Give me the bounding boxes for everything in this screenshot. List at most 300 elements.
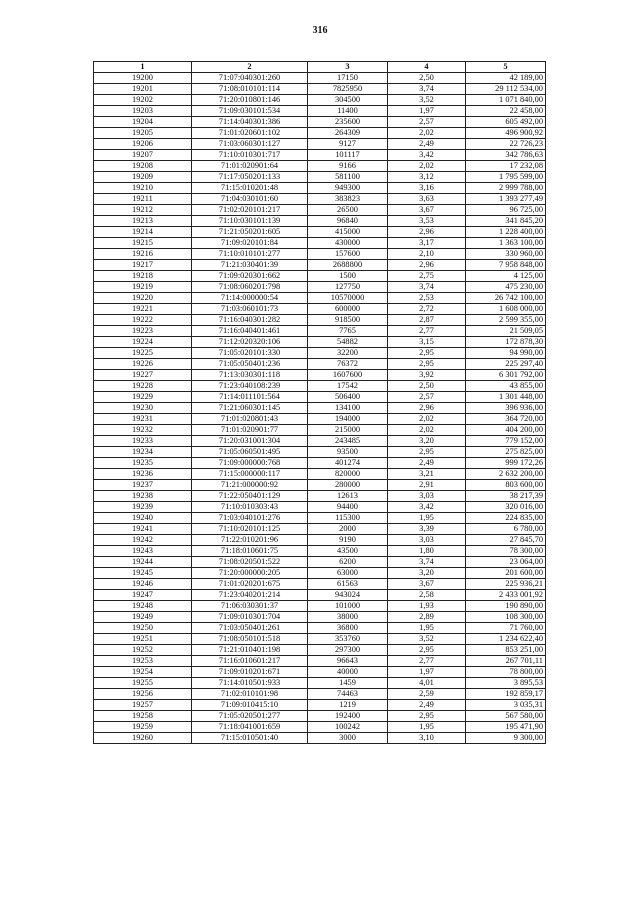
table-cell: 2 599 355,00 <box>466 315 546 326</box>
table-cell: 235600 <box>308 117 388 128</box>
table-cell: 364 720,00 <box>466 414 546 425</box>
table-cell: 19215 <box>94 238 192 249</box>
table-cell: 3,52 <box>388 95 466 106</box>
table-row <box>94 348 546 359</box>
table-cell: 19229 <box>94 392 192 403</box>
table-cell: 71:09:020101:84 <box>192 238 308 249</box>
table-row <box>94 711 546 722</box>
table-row <box>94 502 546 513</box>
table-row <box>94 733 546 744</box>
table-row <box>94 106 546 117</box>
table-cell: 2,95 <box>388 447 466 458</box>
table-cell: 2,96 <box>388 227 466 238</box>
table-cell: 6200 <box>308 557 388 568</box>
table-cell: 1 301 448,00 <box>466 392 546 403</box>
table-row <box>94 84 546 95</box>
table-cell: 71:09:020301:662 <box>192 271 308 282</box>
table-cell: 1,80 <box>388 546 466 557</box>
table-cell: 19200 <box>94 73 192 84</box>
table-cell: 9 300,00 <box>466 733 546 744</box>
table-cell: 71:01:020801:43 <box>192 414 308 425</box>
table-cell: 71:17:050201:133 <box>192 172 308 183</box>
table-row <box>94 491 546 502</box>
table-cell: 19242 <box>94 535 192 546</box>
table-cell: 19241 <box>94 524 192 535</box>
table-row <box>94 645 546 656</box>
table-cell: 999 172,26 <box>466 458 546 469</box>
table-cell: 40000 <box>308 667 388 678</box>
table-cell: 71:14:011101:564 <box>192 392 308 403</box>
table-cell: 19252 <box>94 645 192 656</box>
table-cell: 401274 <box>308 458 388 469</box>
table-cell: 17542 <box>308 381 388 392</box>
table-cell: 2,87 <box>388 315 466 326</box>
table-cell: 3,16 <box>388 183 466 194</box>
table-cell: 10570000 <box>308 293 388 304</box>
table-cell: 71:16:040301:282 <box>192 315 308 326</box>
table-row <box>94 634 546 645</box>
table-cell: 19230 <box>94 403 192 414</box>
table-cell: 1 228 400,00 <box>466 227 546 238</box>
table-cell: 853 251,00 <box>466 645 546 656</box>
table-cell: 19235 <box>94 458 192 469</box>
table-cell: 2,49 <box>388 700 466 711</box>
table-cell: 19208 <box>94 161 192 172</box>
table-cell: 396 936,00 <box>466 403 546 414</box>
table-cell: 96 725,00 <box>466 205 546 216</box>
table-cell: 19234 <box>94 447 192 458</box>
table-cell: 3,20 <box>388 568 466 579</box>
table-cell: 3,10 <box>388 733 466 744</box>
table-cell: 19217 <box>94 260 192 271</box>
table-cell: 2,02 <box>388 128 466 139</box>
table-row <box>94 161 546 172</box>
table-cell: 3 035,31 <box>466 700 546 711</box>
table-cell: 71:06:030301:37 <box>192 601 308 612</box>
table-cell: 19225 <box>94 348 192 359</box>
table-row <box>94 590 546 601</box>
table-cell: 71:05:020501:277 <box>192 711 308 722</box>
table-cell: 71:21:000000:92 <box>192 480 308 491</box>
table-cell: 19206 <box>94 139 192 150</box>
table-cell: 267 701,11 <box>466 656 546 667</box>
table-cell: 71:09:010301:704 <box>192 612 308 623</box>
table-cell: 78 800,00 <box>466 667 546 678</box>
table-cell: 19222 <box>94 315 192 326</box>
table-cell: 215000 <box>308 425 388 436</box>
table-cell: 71:22:010201:96 <box>192 535 308 546</box>
table-cell: 19202 <box>94 95 192 106</box>
table-row <box>94 73 546 84</box>
table-cell: 2 433 001,92 <box>466 590 546 601</box>
table-row <box>94 601 546 612</box>
table-row <box>94 128 546 139</box>
table-cell: 71:10:010301:717 <box>192 150 308 161</box>
table-cell: 330 960,00 <box>466 249 546 260</box>
table-cell: 19238 <box>94 491 192 502</box>
table-cell: 19211 <box>94 194 192 205</box>
table-cell: 71:13:030301:118 <box>192 370 308 381</box>
table-cell: 19253 <box>94 656 192 667</box>
table-row <box>94 359 546 370</box>
table-cell: 71:09:000000:768 <box>192 458 308 469</box>
table-cell: 71:08:060201:798 <box>192 282 308 293</box>
table-row <box>94 172 546 183</box>
table-cell: 2,50 <box>388 73 466 84</box>
table-cell: 94400 <box>308 502 388 513</box>
table-cell: 2,89 <box>388 612 466 623</box>
table-cell: 4,01 <box>388 678 466 689</box>
table-cell: 2,10 <box>388 249 466 260</box>
table-cell: 195 471,90 <box>466 722 546 733</box>
column-header: 1 <box>94 62 192 73</box>
table-row <box>94 304 546 315</box>
table-cell: 71:14:040301:386 <box>192 117 308 128</box>
table-cell: 19250 <box>94 623 192 634</box>
table-cell: 19246 <box>94 579 192 590</box>
table-row <box>94 579 546 590</box>
table-cell: 101117 <box>308 150 388 161</box>
table-cell: 280000 <box>308 480 388 491</box>
table-cell: 71:07:040301:260 <box>192 73 308 84</box>
table-cell: 2 632 200,00 <box>466 469 546 480</box>
table-cell: 38 217,39 <box>466 491 546 502</box>
table-cell: 26500 <box>308 205 388 216</box>
table-cell: 71:21:030401:39 <box>192 260 308 271</box>
table-cell: 2,58 <box>388 590 466 601</box>
table-cell: 63000 <box>308 568 388 579</box>
table-cell: 61563 <box>308 579 388 590</box>
table-row <box>94 513 546 524</box>
table-cell: 3,92 <box>388 370 466 381</box>
table-cell: 192400 <box>308 711 388 722</box>
table-cell: 3,21 <box>388 469 466 480</box>
table-cell: 2,95 <box>388 348 466 359</box>
table-row <box>94 370 546 381</box>
table-cell: 194000 <box>308 414 388 425</box>
table-cell: 71:14:000000:54 <box>192 293 308 304</box>
table-cell: 71:15:000000:117 <box>192 469 308 480</box>
table-cell: 96643 <box>308 656 388 667</box>
table-row <box>94 480 546 491</box>
table-cell: 1500 <box>308 271 388 282</box>
table-cell: 71:14:010501:933 <box>192 678 308 689</box>
table-cell: 127750 <box>308 282 388 293</box>
table-cell: 2,95 <box>388 359 466 370</box>
table-cell: 779 152,00 <box>466 436 546 447</box>
table-cell: 43 855,00 <box>466 381 546 392</box>
table-row <box>94 546 546 557</box>
table-cell: 38000 <box>308 612 388 623</box>
table-cell: 2,91 <box>388 480 466 491</box>
table-cell: 108 300,00 <box>466 612 546 623</box>
table-cell: 192 859,17 <box>466 689 546 700</box>
table-cell: 71:01:020901:64 <box>192 161 308 172</box>
table-cell: 71:05:020101:330 <box>192 348 308 359</box>
table-cell: 320 016,00 <box>466 502 546 513</box>
table-cell: 71:16:040401:461 <box>192 326 308 337</box>
table-cell: 19249 <box>94 612 192 623</box>
table-cell: 1219 <box>308 700 388 711</box>
table-row <box>94 414 546 425</box>
table-cell: 2,96 <box>388 403 466 414</box>
table-cell: 71:08:020501:522 <box>192 557 308 568</box>
table-cell: 71:15:010201:48 <box>192 183 308 194</box>
table-cell: 2000 <box>308 524 388 535</box>
table-cell: 71:15:010501:40 <box>192 733 308 744</box>
table-row <box>94 260 546 271</box>
table-cell: 1 393 277,49 <box>466 194 546 205</box>
table-cell: 3,67 <box>388 579 466 590</box>
table-row <box>94 227 546 238</box>
table-cell: 19210 <box>94 183 192 194</box>
table-cell: 71:01:020201:675 <box>192 579 308 590</box>
table-cell: 26 742 100,00 <box>466 293 546 304</box>
table-row <box>94 271 546 282</box>
table-cell: 71:09:030101:534 <box>192 106 308 117</box>
table-cell: 19237 <box>94 480 192 491</box>
table-cell: 19259 <box>94 722 192 733</box>
table-cell: 1607600 <box>308 370 388 381</box>
table-cell: 71:10:010101:277 <box>192 249 308 260</box>
table-cell: 19205 <box>94 128 192 139</box>
table-row <box>94 216 546 227</box>
table-cell: 1,93 <box>388 601 466 612</box>
table-row <box>94 381 546 392</box>
table-cell: 71:09:010415:10 <box>192 700 308 711</box>
table-cell: 22 458,00 <box>466 106 546 117</box>
table-cell: 2,95 <box>388 711 466 722</box>
table-cell: 71:10:020101:125 <box>192 524 308 535</box>
table-cell: 23 064,00 <box>466 557 546 568</box>
table-cell: 225 936,21 <box>466 579 546 590</box>
table-cell: 71:22:050401:129 <box>192 491 308 502</box>
table-cell: 94 990,00 <box>466 348 546 359</box>
table-row <box>94 458 546 469</box>
table-cell: 1 795 599,00 <box>466 172 546 183</box>
table-cell: 71:05:050401:236 <box>192 359 308 370</box>
table-cell: 19221 <box>94 304 192 315</box>
table-row <box>94 139 546 150</box>
table-cell: 71:23:040201:214 <box>192 590 308 601</box>
table-cell: 605 492,00 <box>466 117 546 128</box>
table-cell: 3,03 <box>388 535 466 546</box>
table-cell: 19233 <box>94 436 192 447</box>
table-cell: 19207 <box>94 150 192 161</box>
table-cell: 19218 <box>94 271 192 282</box>
table-cell: 71:21:010401:198 <box>192 645 308 656</box>
table-cell: 3,52 <box>388 634 466 645</box>
table-cell: 567 580,00 <box>466 711 546 722</box>
table-cell: 1 234 622,40 <box>466 634 546 645</box>
header-row <box>94 62 546 73</box>
table-cell: 71:03:050401:261 <box>192 623 308 634</box>
table-cell: 19255 <box>94 678 192 689</box>
table-cell: 2,49 <box>388 458 466 469</box>
table-cell: 54882 <box>308 337 388 348</box>
table-row <box>94 249 546 260</box>
table-cell: 19232 <box>94 425 192 436</box>
table-cell: 3 895,53 <box>466 678 546 689</box>
table-cell: 2,77 <box>388 326 466 337</box>
table-cell: 3,42 <box>388 150 466 161</box>
table-cell: 71:10:010303:43 <box>192 502 308 513</box>
column-header: 5 <box>466 62 546 73</box>
table-cell: 404 200,00 <box>466 425 546 436</box>
table-cell: 71:09:010201:671 <box>192 667 308 678</box>
table-row <box>94 469 546 480</box>
table-cell: 96840 <box>308 216 388 227</box>
column-header: 3 <box>308 62 388 73</box>
table-cell: 506400 <box>308 392 388 403</box>
table-cell: 3,12 <box>388 172 466 183</box>
table-cell: 19251 <box>94 634 192 645</box>
table-cell: 1 071 840,00 <box>466 95 546 106</box>
table-row <box>94 315 546 326</box>
table-cell: 7 958 848,00 <box>466 260 546 271</box>
table-cell: 19220 <box>94 293 192 304</box>
table-cell: 3,74 <box>388 557 466 568</box>
table-cell: 71:20:010801:146 <box>192 95 308 106</box>
table-cell: 2,59 <box>388 689 466 700</box>
table-cell: 36800 <box>308 623 388 634</box>
table-cell: 19201 <box>94 84 192 95</box>
table-cell: 71:23:040108:239 <box>192 381 308 392</box>
table-cell: 134100 <box>308 403 388 414</box>
table-cell: 297300 <box>308 645 388 656</box>
table-row <box>94 205 546 216</box>
table-row <box>94 722 546 733</box>
table-cell: 19256 <box>94 689 192 700</box>
table-cell: 19204 <box>94 117 192 128</box>
table-row <box>94 403 546 414</box>
table-cell: 1,95 <box>388 623 466 634</box>
table-cell: 71:03:060101:73 <box>192 304 308 315</box>
table-row <box>94 150 546 161</box>
table-cell: 600000 <box>308 304 388 315</box>
table-cell: 71:20:000000:205 <box>192 568 308 579</box>
table-cell: 3,42 <box>388 502 466 513</box>
table-row <box>94 425 546 436</box>
table-cell: 19254 <box>94 667 192 678</box>
table-cell: 19209 <box>94 172 192 183</box>
table-row <box>94 392 546 403</box>
table-cell: 19245 <box>94 568 192 579</box>
table-cell: 71:10:030101:139 <box>192 216 308 227</box>
table-cell: 19203 <box>94 106 192 117</box>
table-cell: 1,97 <box>388 106 466 117</box>
table-cell: 17 232,08 <box>466 161 546 172</box>
table-cell: 7825950 <box>308 84 388 95</box>
table-cell: 6 301 792,00 <box>466 370 546 381</box>
table-cell: 3,74 <box>388 84 466 95</box>
table-cell: 820000 <box>308 469 388 480</box>
table-cell: 949300 <box>308 183 388 194</box>
table-cell: 19212 <box>94 205 192 216</box>
table-row <box>94 623 546 634</box>
table-cell: 11400 <box>308 106 388 117</box>
table-cell: 2,95 <box>388 645 466 656</box>
table-row <box>94 436 546 447</box>
table-cell: 19224 <box>94 337 192 348</box>
table-cell: 71:03:060301:127 <box>192 139 308 150</box>
table-cell: 100242 <box>308 722 388 733</box>
table-cell: 76372 <box>308 359 388 370</box>
table-cell: 71:21:060301:145 <box>192 403 308 414</box>
table-row <box>94 700 546 711</box>
table-cell: 21 509,05 <box>466 326 546 337</box>
page-number: 316 <box>312 25 328 36</box>
table-cell: 2,57 <box>388 392 466 403</box>
table-row <box>94 293 546 304</box>
table-cell: 19243 <box>94 546 192 557</box>
table-cell: 2,02 <box>388 161 466 172</box>
table-cell: 19240 <box>94 513 192 524</box>
table-cell: 2,75 <box>388 271 466 282</box>
table-cell: 4 125,00 <box>466 271 546 282</box>
table-row <box>94 183 546 194</box>
table-row <box>94 678 546 689</box>
table-cell: 29 112 534,00 <box>466 84 546 95</box>
table-row <box>94 557 546 568</box>
table-cell: 383823 <box>308 194 388 205</box>
table-cell: 3,17 <box>388 238 466 249</box>
table-row <box>94 117 546 128</box>
table-cell: 3,67 <box>388 205 466 216</box>
table-row <box>94 535 546 546</box>
table-row <box>94 238 546 249</box>
table-row <box>94 326 546 337</box>
table-cell: 2,53 <box>388 293 466 304</box>
table-cell: 918500 <box>308 315 388 326</box>
table-cell: 2,02 <box>388 425 466 436</box>
table-cell: 71:20:031001:304 <box>192 436 308 447</box>
table-cell: 71:01:020601:102 <box>192 128 308 139</box>
table-cell: 1 608 000,00 <box>466 304 546 315</box>
table-cell: 101000 <box>308 601 388 612</box>
table-cell: 19236 <box>94 469 192 480</box>
table-cell: 19257 <box>94 700 192 711</box>
table-cell: 42 189,00 <box>466 73 546 84</box>
table-cell: 17150 <box>308 73 388 84</box>
table-cell: 2,72 <box>388 304 466 315</box>
table-cell: 19227 <box>94 370 192 381</box>
table-cell: 71:21:050201:605 <box>192 227 308 238</box>
table-cell: 19228 <box>94 381 192 392</box>
table-cell: 190 890,00 <box>466 601 546 612</box>
table-cell: 71:16:010601:217 <box>192 656 308 667</box>
table-cell: 71 760,00 <box>466 623 546 634</box>
table-cell: 9166 <box>308 161 388 172</box>
table-cell: 19239 <box>94 502 192 513</box>
table-row <box>94 612 546 623</box>
table-cell: 3000 <box>308 733 388 744</box>
table-cell: 71:02:020101:217 <box>192 205 308 216</box>
table-cell: 27 845,70 <box>466 535 546 546</box>
table-cell: 341 845,20 <box>466 216 546 227</box>
table-cell: 3,63 <box>388 194 466 205</box>
table-cell: 2688800 <box>308 260 388 271</box>
table-cell: 2,49 <box>388 139 466 150</box>
table-row <box>94 667 546 678</box>
table-cell: 1 363 100,00 <box>466 238 546 249</box>
column-header: 2 <box>192 62 308 73</box>
table-cell: 803 600,00 <box>466 480 546 491</box>
table-row <box>94 447 546 458</box>
table-cell: 3,20 <box>388 436 466 447</box>
table-cell: 71:08:010101:114 <box>192 84 308 95</box>
table-cell: 2,96 <box>388 260 466 271</box>
